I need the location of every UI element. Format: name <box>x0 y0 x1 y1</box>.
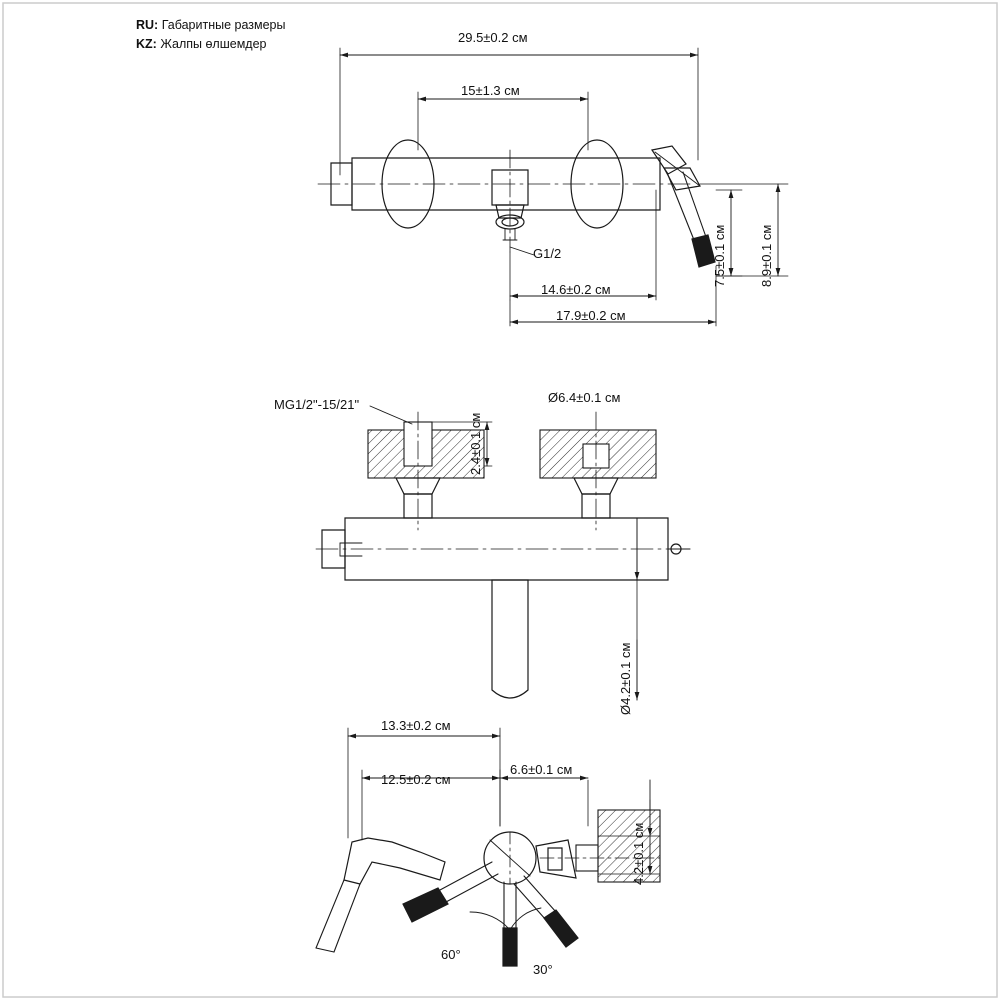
dim-length-146: 14.6±0.2 см <box>541 282 611 297</box>
dim-length-125: 12.5±0.2 см <box>381 772 451 787</box>
page-frame <box>3 3 997 997</box>
dim-total-width: 29.5±0.2 см <box>458 30 528 45</box>
dim-height-75: 7.5±0.1 см <box>712 224 727 287</box>
dim-diameter-42: Ø4.2±0.1 см <box>618 642 633 715</box>
header-ru-text: Габаритные размеры <box>161 18 286 32</box>
dim-thread-g12: G1/2 <box>533 246 562 261</box>
view-side <box>316 728 660 966</box>
dim-angle-30: 30° <box>533 962 553 977</box>
dim-height-89: 8.9±0.1 см <box>759 224 774 287</box>
dim-height-24: 2.4±0.1 см <box>468 412 483 475</box>
dim-thread-mg12: MG1/2"-15/21" <box>274 397 360 412</box>
dim-angle-60: 60° <box>441 947 461 962</box>
dim-length-66: 6.6±0.1 см <box>510 762 573 777</box>
header-kz-text: Жалпы өлшемдер <box>160 37 267 51</box>
dim-length-179: 17.9±0.2 см <box>556 308 626 323</box>
header-ru-label: RU: <box>136 18 159 32</box>
dim-center-width: 15±1.3 см <box>461 83 520 98</box>
dim-diameter-64: Ø6.4±0.1 см <box>548 390 621 405</box>
header-kz-label: KZ: <box>136 37 157 51</box>
dim-length-133: 13.3±0.2 см <box>381 718 451 733</box>
dim-height-42: 4.2±0.1 см <box>631 822 646 885</box>
view-top <box>316 406 690 700</box>
